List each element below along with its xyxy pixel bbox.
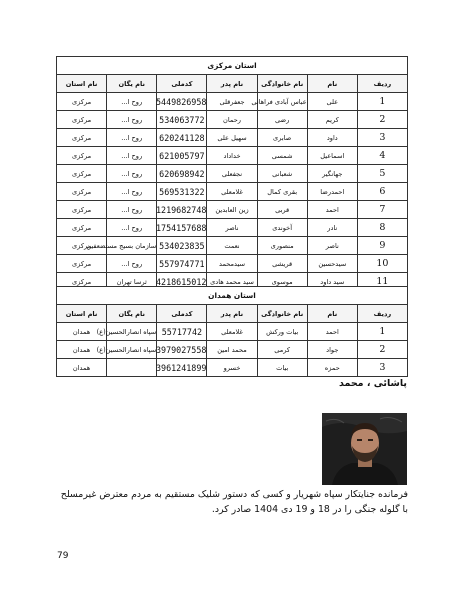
cell-code: 55717742	[157, 323, 207, 341]
cell-family: قریشی	[257, 255, 307, 273]
cell-province: مرکزی	[57, 183, 107, 201]
header-name: نام	[307, 75, 357, 93]
cell-family: رضی	[257, 111, 307, 129]
cell-unit: روح ا...	[107, 255, 157, 273]
header-row-no: ردیف	[357, 305, 407, 323]
person-photo	[322, 413, 407, 485]
cell-unit: روح ا...	[107, 165, 157, 183]
cell-unit: روح ا...	[107, 93, 157, 111]
cell-code: 620698942	[157, 165, 207, 183]
header-father: نام پدر	[207, 75, 257, 93]
cell-family: آخوندی	[257, 219, 307, 237]
cell-province: همدان	[57, 359, 107, 377]
cell-province: مرکزی	[57, 111, 107, 129]
cell-name: حمزه	[307, 359, 357, 377]
cell-row-no: 1	[357, 323, 407, 341]
cell-province: مرکزی	[57, 165, 107, 183]
cell-unit: ثرسا تهران	[107, 273, 157, 291]
cell-name: علی	[307, 93, 357, 111]
header-family: نام خانوادگی	[257, 75, 307, 93]
table-row	[57, 183, 408, 201]
cell-province: مرکزی	[57, 219, 107, 237]
cell-province: مرکزی	[57, 147, 107, 165]
table-row	[57, 255, 408, 273]
header-unit: نام یگان	[107, 75, 157, 93]
cell-name: جواد	[307, 341, 357, 359]
table-row	[57, 129, 408, 147]
cell-name: احمد	[307, 201, 357, 219]
cell-row-no: 4	[357, 147, 407, 165]
cell-family: عباس آبادی فراهانی	[257, 93, 307, 111]
cell-father: سید محمد هادی	[207, 273, 257, 291]
cell-code: 557974771	[157, 255, 207, 273]
cell-province: مرکزی	[57, 129, 107, 147]
header-code: کدملی	[157, 305, 207, 323]
table-row	[57, 341, 408, 359]
cell-unit: سپاه انصارالحسین(ع)	[107, 341, 157, 359]
cell-name: سیدحسین	[307, 255, 357, 273]
cell-unit: روح ا...	[107, 147, 157, 165]
cell-name: داود	[307, 129, 357, 147]
cell-name: کریم	[307, 111, 357, 129]
cell-father: خداداد	[207, 147, 257, 165]
header-family: نام خانوادگی	[257, 305, 307, 323]
header-row-no: ردیف	[357, 75, 407, 93]
cell-family: شمسی	[257, 147, 307, 165]
header-name: نام	[307, 305, 357, 323]
cell-father: غلامعلی	[207, 183, 257, 201]
cell-father: زین العابدین	[207, 201, 257, 219]
table-caption: استان همدان	[57, 287, 408, 305]
cell-row-no: 10	[357, 255, 407, 273]
cell-family: بیات ورکش	[257, 323, 307, 341]
cell-family: صابری	[257, 129, 307, 147]
cell-father: ناصر	[207, 219, 257, 237]
cell-family: شعبانی	[257, 165, 307, 183]
cell-unit: سازمان بسیج مستضعفین	[107, 237, 157, 255]
page-number: 79	[57, 551, 69, 561]
cell-code: 1754157688	[157, 219, 207, 237]
cell-province: مرکزی	[57, 237, 107, 255]
cell-code: 4218615012	[157, 273, 207, 291]
table-row	[57, 323, 408, 341]
header-father: نام پدر	[207, 305, 257, 323]
person-heading: پاشائی ، محمد	[338, 378, 407, 389]
table-row	[57, 165, 408, 183]
cell-code: 534063772	[157, 111, 207, 129]
cell-name: احمد	[307, 323, 357, 341]
table-header-row	[57, 305, 408, 323]
cell-row-no: 8	[357, 219, 407, 237]
cell-province: مرکزی	[57, 93, 107, 111]
cell-code: 3961241899	[157, 359, 207, 377]
cell-row-no: 7	[357, 201, 407, 219]
cell-code: 621005797	[157, 147, 207, 165]
cell-father: نعمت	[207, 237, 257, 255]
cell-code: 534023835	[157, 237, 207, 255]
header-province: نام استان	[57, 305, 107, 323]
table-row	[57, 93, 408, 111]
cell-row-no: 3	[357, 129, 407, 147]
table-row	[57, 359, 408, 377]
cell-name: ناصر	[307, 237, 357, 255]
cell-name: اسماعیل	[307, 147, 357, 165]
cell-name: سید داود	[307, 273, 357, 291]
cell-code: 3979027558	[157, 341, 207, 359]
cell-code: 620241128	[157, 129, 207, 147]
cell-province: مرکزی	[57, 201, 107, 219]
cell-code: 5449826958	[157, 93, 207, 111]
cell-row-no: 6	[357, 183, 407, 201]
cell-row-no: 11	[357, 273, 407, 291]
cell-code: 1219682748	[157, 201, 207, 219]
table-row	[57, 201, 408, 219]
header-unit: نام یگان	[107, 305, 157, 323]
table-markazi	[56, 56, 408, 291]
table-hamedan	[56, 286, 408, 377]
cell-province: همدان	[57, 323, 107, 341]
cell-unit: روح ا...	[107, 219, 157, 237]
person-description: فرمانده جنایتکار سپاه شهریار و کسی که دستور شلیک مستقیم به مردم معترض غیرمسلح با گلوله جنگی را در 18 و 19 دی 1404 صادر کرد.	[60, 489, 408, 515]
cell-family: بقری کمال	[257, 183, 307, 201]
table-header-row	[57, 75, 408, 93]
cell-unit	[107, 359, 157, 377]
cell-father: جعفرقلی	[207, 93, 257, 111]
cell-unit: روح ا...	[107, 129, 157, 147]
cell-family: منصوری	[257, 237, 307, 255]
cell-row-no: 9	[357, 237, 407, 255]
cell-family: قربی	[257, 201, 307, 219]
cell-unit: روح ا...	[107, 183, 157, 201]
table-row	[57, 219, 408, 237]
cell-row-no: 1	[357, 93, 407, 111]
cell-province: همدان	[57, 341, 107, 359]
cell-father: خسرو	[207, 359, 257, 377]
cell-father: نجفعلی	[207, 165, 257, 183]
cell-name: نادر	[307, 219, 357, 237]
table-row	[57, 147, 408, 165]
cell-row-no: 2	[357, 341, 407, 359]
cell-unit: سپاه انصارالحسین(ع)	[107, 323, 157, 341]
cell-unit: روح ا...	[107, 111, 157, 129]
cell-father: سهیل علی	[207, 129, 257, 147]
cell-father: غلامعلی	[207, 323, 257, 341]
cell-father: رحمان	[207, 111, 257, 129]
cell-province: مرکزی	[57, 273, 107, 291]
table-row	[57, 237, 408, 255]
cell-family: بیات	[257, 359, 307, 377]
cell-row-no: 2	[357, 111, 407, 129]
cell-name: جهانگیر	[307, 165, 357, 183]
header-province: نام استان	[57, 75, 107, 93]
cell-unit: روح ا...	[107, 201, 157, 219]
cell-family: موسوی	[257, 273, 307, 291]
cell-province: مرکزی	[57, 255, 107, 273]
cell-row-no: 5	[357, 165, 407, 183]
cell-name: احمدرضا	[307, 183, 357, 201]
cell-code: 569531322	[157, 183, 207, 201]
table-row	[57, 111, 408, 129]
cell-row-no: 3	[357, 359, 407, 377]
cell-father: سیدمحمد	[207, 255, 257, 273]
cell-father: محمد امین	[207, 341, 257, 359]
cell-family: کرمی	[257, 341, 307, 359]
header-code: کدملی	[157, 75, 207, 93]
table-caption: استان مرکزی	[57, 57, 408, 75]
